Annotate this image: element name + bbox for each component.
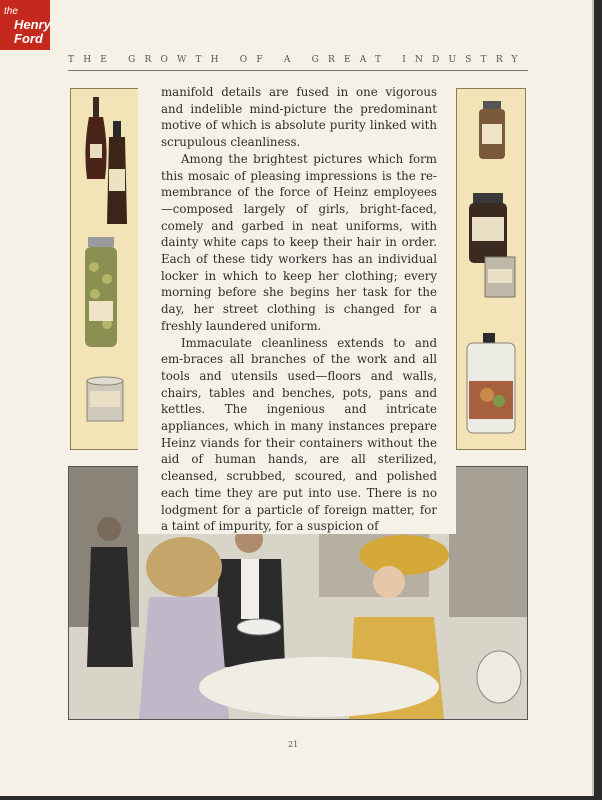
page-number: 21 bbox=[288, 740, 299, 749]
logo-text-henry: Henry bbox=[14, 17, 51, 32]
henry-ford-logo[interactable] bbox=[0, 0, 50, 50]
small-tin-image bbox=[485, 257, 515, 297]
logo-text-the: the bbox=[4, 6, 18, 17]
dog-figure bbox=[477, 651, 521, 703]
tin-can-image bbox=[87, 377, 123, 421]
crock-jar-image bbox=[467, 333, 515, 433]
sauce-bottle-image bbox=[107, 121, 127, 224]
ketchup-bottle-image bbox=[85, 97, 106, 179]
paragraph-1: manifold details are fused in one vigorous and indelible mind-picture the predominant motive of which is absolute purity linked with scrupulous cleanliness. bbox=[161, 85, 437, 150]
body-text bbox=[161, 84, 437, 535]
paragraph-3: Immaculate cleanliness extends to and em-braces all branches of the work and all tools and utensils used—floors and walls, chairs, tables and benches, pots, pans and kettles. The ingenious and intricate appliances, which in many instances prepare Heinz viands for their containers without the aid of human hands, are all sterilized, cleansed, scrubbed, scoured, and polished each time they are put into use. There is no lodgment for a particle of foreign matter, for a taint of impurity, for a suspicion of bbox=[161, 335, 437, 534]
left-product-panel bbox=[70, 88, 140, 450]
running-header: THE GROWTH OF A GREAT INDUSTRY bbox=[68, 55, 527, 65]
header-rule bbox=[68, 70, 528, 71]
paragraph-2: Among the brightest pictures which form this mosaic of pleasing impressions is the re-membrance of the force of Heinz employees—composed largely of girls, bright-faced, comely and garbed in neat uniforms, with dainty white caps to keep their hair in order. Each of these tidy workers has an individual locker in which to keep her clothing; every morning before she begins her task for the day, her street clothing is changed for a freshly laundered uniform. bbox=[161, 151, 437, 333]
preserve-jar-image bbox=[469, 193, 507, 263]
logo-text-ford: Ford bbox=[14, 31, 43, 46]
small-jar-image bbox=[479, 101, 505, 159]
right-product-panel bbox=[456, 88, 526, 450]
pickle-jar-image bbox=[85, 237, 117, 347]
